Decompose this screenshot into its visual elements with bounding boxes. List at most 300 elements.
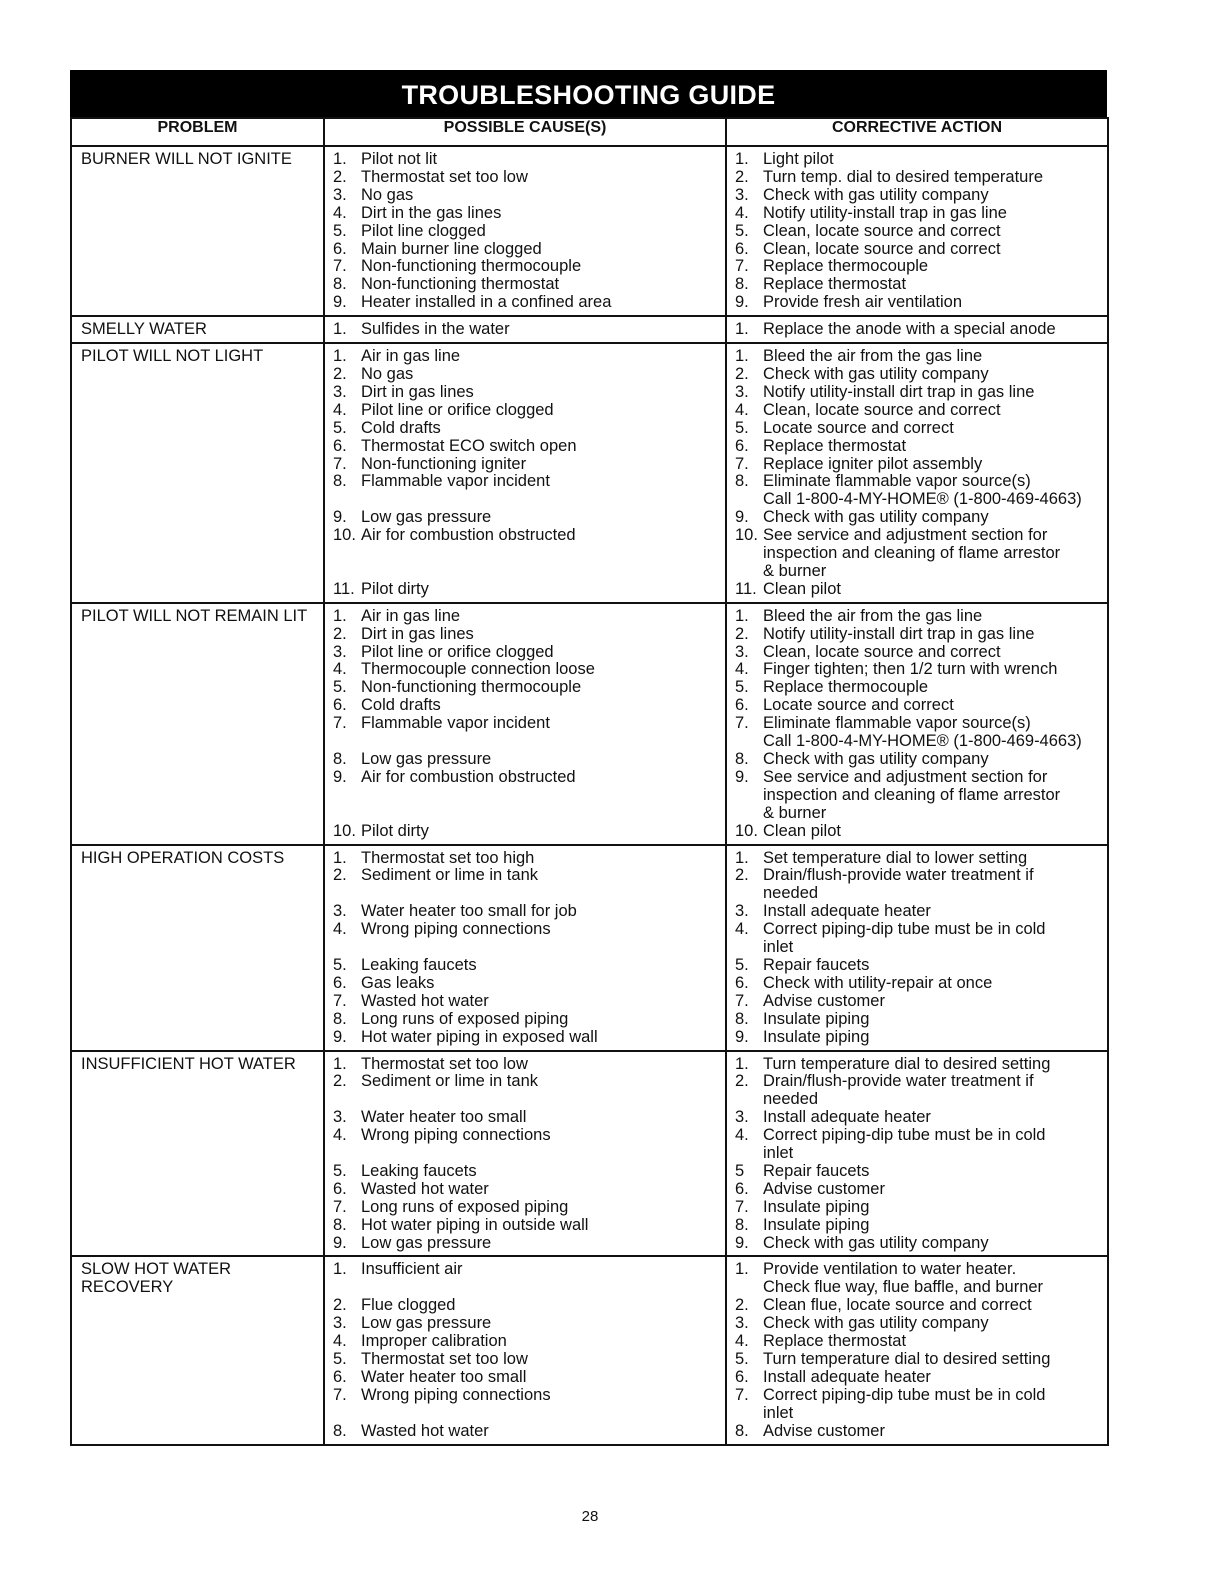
item-text: Thermostat set too high	[361, 848, 535, 867]
item-number: 6.	[333, 696, 347, 715]
item-text: Notify utility-install dirt trap in gas line	[763, 624, 1035, 643]
item-number: 2.	[333, 866, 347, 885]
item-text: Clean, locate source and correct	[763, 400, 1001, 419]
item-number: 6.	[333, 973, 347, 992]
item-text: Check with gas utility company	[763, 1314, 989, 1333]
action-item	[727, 473, 1107, 491]
item-text: Correct piping-dip tube must be in cold	[763, 1126, 1046, 1145]
item-number: 5.	[333, 1349, 347, 1368]
item-text	[361, 939, 725, 957]
troubleshooting-table	[70, 117, 1109, 1446]
action-item	[727, 169, 1107, 187]
cause-item	[325, 1011, 725, 1029]
item-number: 7.	[735, 714, 749, 733]
item-text	[361, 787, 725, 805]
item-text: Turn temperature dial to desired setting	[763, 1054, 1051, 1073]
item-number: 4.	[735, 920, 749, 939]
item-number: 3.	[735, 642, 749, 661]
action-item	[727, 276, 1107, 294]
item-number	[325, 885, 361, 903]
action-item	[727, 1423, 1107, 1441]
item-text: inlet	[763, 1144, 794, 1163]
item-text: Hot water piping in outside wall	[361, 1215, 589, 1234]
cause-item	[325, 1127, 725, 1145]
item-number	[325, 733, 361, 751]
item-text: Non-functioning thermocouple	[361, 257, 582, 276]
action-item	[727, 1181, 1107, 1199]
item-text: Install adequate heater	[763, 1367, 931, 1386]
item-text: Turn temp. dial to desired temperature	[763, 167, 1044, 186]
item-number: 4.	[735, 1126, 749, 1145]
action-item	[727, 1091, 1107, 1109]
item-number: 3.	[333, 642, 347, 661]
item-text: Wasted hot water	[361, 1421, 489, 1440]
action-item	[727, 957, 1107, 975]
cause-item	[325, 456, 725, 474]
item-number: 5.	[333, 221, 347, 240]
item-number: 8.	[333, 1009, 347, 1028]
cause-item	[325, 1351, 725, 1369]
action-item	[727, 975, 1107, 993]
item-text: Low gas pressure	[361, 508, 492, 527]
problem-cell: BURNER WILL NOT IGNITE	[71, 146, 324, 316]
item-number: 6.	[333, 239, 347, 258]
item-number: 3.	[735, 902, 749, 921]
item-number	[727, 1091, 763, 1109]
cause-item	[325, 769, 725, 787]
item-number: 7.	[735, 1385, 749, 1404]
item-number: 3.	[333, 185, 347, 204]
causes-cell	[324, 146, 726, 316]
table-row	[71, 603, 1108, 845]
item-text: See service and adjustment section for	[763, 526, 1048, 545]
item-text: No gas	[361, 364, 414, 383]
item-number: 1.	[333, 347, 347, 366]
item-text: needed	[763, 884, 819, 903]
action-item	[727, 420, 1107, 438]
action-item	[727, 1405, 1107, 1423]
cause-item	[325, 751, 725, 769]
item-number: 5.	[735, 678, 749, 697]
item-text: Pilot not lit	[361, 150, 438, 168]
action-item	[727, 1073, 1107, 1091]
item-text: Check with gas utility company	[763, 508, 989, 527]
item-text: Call 1-800-4-MY-HOME® (1-800-469-4663)	[763, 732, 1082, 751]
item-text: Clean, locate source and correct	[763, 221, 1001, 240]
cause-item	[325, 223, 725, 241]
item-text: Clean flue, locate source and correct	[763, 1296, 1032, 1315]
item-text: Check with gas utility company	[763, 185, 989, 204]
item-number	[727, 787, 763, 805]
item-number: 8.	[735, 750, 749, 768]
table-row	[71, 316, 1108, 343]
cause-item	[325, 679, 725, 697]
item-number: 1.	[735, 606, 749, 625]
cause-item	[325, 1423, 725, 1441]
item-text: Drain/flush-provide water treatment if	[763, 1072, 1034, 1091]
item-text: inspection and cleaning of flame arrestor	[763, 785, 1061, 804]
item-number: 9.	[735, 767, 749, 786]
cause-item	[325, 975, 725, 993]
item-number: 2.	[333, 167, 347, 186]
action-item	[727, 805, 1107, 823]
item-number: 6.	[735, 436, 749, 455]
action-item	[727, 151, 1107, 169]
item-number	[727, 939, 763, 957]
action-item	[727, 885, 1107, 903]
item-text: Replace igniter pilot assembly	[763, 454, 983, 473]
item-text: Repair faucets	[763, 1161, 870, 1180]
item-text: Wrong piping connections	[361, 920, 551, 939]
item-number: 1.	[735, 347, 749, 366]
item-text: Provide fresh air ventilation	[763, 293, 963, 312]
item-text: Wasted hot water	[361, 1179, 489, 1198]
item-number: 7.	[735, 991, 749, 1010]
item-number: 8.	[333, 472, 347, 491]
action-item	[727, 241, 1107, 259]
item-number: 1.	[333, 320, 347, 339]
item-number: 9.	[333, 293, 347, 312]
cause-item	[325, 169, 725, 187]
cause-item	[325, 957, 725, 975]
item-number: 4.	[333, 660, 347, 679]
item-number: 5.	[735, 221, 749, 240]
item-text: Air in gas line	[361, 606, 461, 625]
item-number: 9.	[735, 1027, 749, 1046]
item-text: & burner	[763, 561, 827, 580]
item-number: 4.	[735, 203, 749, 222]
problem-cell: PILOT WILL NOT LIGHT	[71, 343, 324, 603]
item-text: Replace thermocouple	[763, 678, 929, 697]
item-number: 2.	[735, 1296, 749, 1315]
cause-item	[325, 563, 725, 581]
item-text: Call 1-800-4-MY-HOME® (1-800-469-4663)	[763, 490, 1082, 509]
item-text: needed	[763, 1090, 819, 1109]
item-text: Pilot dirty	[361, 579, 429, 598]
item-number: 8.	[735, 1009, 749, 1028]
action-item	[727, 294, 1107, 312]
item-text: Wasted hot water	[361, 991, 489, 1010]
cause-item	[325, 581, 725, 599]
table-row	[71, 1256, 1108, 1444]
item-text: Main burner line clogged	[361, 239, 542, 258]
cause-item	[325, 1279, 725, 1297]
cause-item	[325, 527, 725, 545]
item-text: Wrong piping connections	[361, 1385, 551, 1404]
action-item	[727, 509, 1107, 527]
item-text: Improper calibration	[361, 1332, 507, 1351]
problem-cell: SLOW HOT WATER RECOVERY	[71, 1256, 324, 1444]
item-number: 4.	[735, 1332, 749, 1351]
item-number: 1.	[333, 1260, 347, 1279]
action-item	[727, 1235, 1107, 1253]
item-number: 7.	[735, 1197, 749, 1216]
cause-item	[325, 823, 725, 841]
cause-item	[325, 1199, 725, 1217]
table-row	[71, 1051, 1108, 1257]
action-item	[727, 1297, 1107, 1315]
item-text: Replace thermostat	[763, 1332, 907, 1351]
cause-item	[325, 1217, 725, 1235]
cause-item	[325, 1073, 725, 1091]
item-number: 4.	[735, 660, 749, 679]
item-number: 3.	[735, 382, 749, 401]
item-number: 7.	[333, 991, 347, 1010]
action-item	[727, 1163, 1107, 1181]
item-number	[727, 1145, 763, 1163]
action-item	[727, 491, 1107, 509]
header-actions: CORRECTIVE ACTION	[726, 118, 1108, 146]
item-text: Thermostat set too low	[361, 1054, 528, 1073]
item-number	[325, 939, 361, 957]
item-number: 5.	[735, 1350, 749, 1368]
item-number: 9.	[735, 1233, 749, 1252]
action-item	[727, 205, 1107, 223]
table-row	[71, 845, 1108, 1051]
item-text: Replace thermostat	[763, 436, 907, 455]
action-item	[727, 258, 1107, 276]
action-item	[727, 769, 1107, 787]
item-number: 2.	[735, 364, 749, 383]
item-text: Insulate piping	[763, 1197, 870, 1216]
item-text: Dirt in the gas lines	[361, 203, 502, 222]
item-text: Pilot dirty	[361, 821, 429, 840]
cause-item	[325, 805, 725, 823]
cause-item	[325, 491, 725, 509]
guide-title: TROUBLESHOOTING GUIDE	[70, 70, 1107, 117]
item-text: Notify utility-install trap in gas line	[763, 203, 1007, 222]
item-number: 9.	[735, 508, 749, 527]
cause-item	[325, 1315, 725, 1333]
item-text: Pilot line clogged	[361, 221, 486, 240]
item-number: 8.	[333, 1421, 347, 1440]
item-number: 4.	[735, 400, 749, 419]
problem-cell: PILOT WILL NOT REMAIN LIT	[71, 603, 324, 845]
item-text: Check flue way, flue baffle, and burner	[763, 1278, 1044, 1297]
item-number: 6.	[735, 973, 749, 992]
item-number: 2.	[735, 866, 749, 885]
item-number: 7.	[735, 454, 749, 473]
item-number	[727, 805, 763, 823]
item-text: Install adequate heater	[763, 1108, 931, 1127]
item-text: Non-functioning thermocouple	[361, 678, 582, 697]
item-number	[727, 491, 763, 509]
action-item	[727, 608, 1107, 626]
action-item	[727, 1369, 1107, 1387]
item-number	[325, 805, 361, 823]
item-text: Eliminate flammable vapor source(s)	[763, 472, 1031, 491]
item-text: Water heater too small for job	[361, 902, 577, 921]
item-text: Light pilot	[763, 150, 834, 168]
cause-item	[325, 661, 725, 679]
item-number: 1.	[333, 848, 347, 867]
cause-item	[325, 438, 725, 456]
action-item	[727, 1145, 1107, 1163]
item-number: 8.	[735, 1215, 749, 1234]
item-number: 3.	[333, 382, 347, 401]
action-item	[727, 697, 1107, 715]
cause-item	[325, 1163, 725, 1181]
item-text: Sediment or lime in tank	[361, 866, 538, 885]
actions-cell	[726, 603, 1108, 845]
cause-item	[325, 715, 725, 733]
item-number: 3.	[735, 1108, 749, 1127]
cause-item	[325, 787, 725, 805]
item-number: 3.	[333, 902, 347, 921]
causes-cell	[324, 316, 726, 343]
action-item	[727, 1056, 1107, 1074]
action-item	[727, 823, 1107, 841]
item-text: Air in gas line	[361, 347, 461, 366]
cause-item	[325, 509, 725, 527]
causes-cell	[324, 1051, 726, 1257]
item-number: 6.	[735, 239, 749, 258]
cause-item	[325, 1261, 725, 1279]
action-item	[727, 527, 1107, 545]
item-text: Check with gas utility company	[763, 1233, 989, 1252]
item-text: Replace thermostat	[763, 275, 907, 294]
item-number	[727, 563, 763, 581]
item-text: Leaking faucets	[361, 1161, 477, 1180]
item-text	[361, 545, 725, 563]
item-text: Clean, locate source and correct	[763, 642, 1001, 661]
item-number: 5.	[333, 1161, 347, 1180]
cause-item	[325, 276, 725, 294]
item-number: 2.	[333, 624, 347, 643]
cause-item	[325, 1369, 725, 1387]
item-text: Thermocouple connection loose	[361, 660, 595, 679]
problem-cell: INSUFFICIENT HOT WATER	[71, 1051, 324, 1257]
cause-item	[325, 258, 725, 276]
item-number: 5.	[333, 418, 347, 437]
problem-cell: HIGH OPERATION COSTS	[71, 845, 324, 1051]
actions-cell	[726, 316, 1108, 343]
item-number: 9.	[333, 1233, 347, 1252]
action-item	[727, 1387, 1107, 1405]
item-number: 3.	[333, 1108, 347, 1127]
item-number: 10.	[333, 821, 356, 840]
action-item	[727, 626, 1107, 644]
cause-item	[325, 1405, 725, 1423]
item-text	[361, 1091, 725, 1109]
item-text: inlet	[763, 938, 794, 957]
item-text: Eliminate flammable vapor source(s)	[763, 714, 1031, 733]
item-text: Advise customer	[763, 1421, 885, 1440]
item-text: Bleed the air from the gas line	[763, 606, 983, 625]
item-text: Check with gas utility company	[763, 364, 989, 383]
item-number	[727, 1279, 763, 1297]
item-text: Leaking faucets	[361, 955, 477, 974]
action-item	[727, 366, 1107, 384]
item-number: 1.	[333, 606, 347, 625]
item-text: Air for combustion obstructed	[361, 526, 576, 545]
item-number: 5.	[735, 955, 749, 974]
item-text: Clean, locate source and correct	[763, 239, 1001, 258]
item-number: 7.	[333, 257, 347, 276]
item-text: Gas leaks	[361, 973, 435, 992]
cause-item	[325, 921, 725, 939]
table-row	[71, 343, 1108, 603]
item-number: 2.	[333, 364, 347, 383]
action-item	[727, 1011, 1107, 1029]
item-text: Pilot line or orifice clogged	[361, 400, 554, 419]
action-item	[727, 456, 1107, 474]
item-number: 1.	[735, 150, 749, 168]
item-text: Wrong piping connections	[361, 1126, 551, 1145]
cause-item	[325, 939, 725, 957]
cause-item	[325, 850, 725, 868]
action-item	[727, 1127, 1107, 1145]
item-text	[361, 491, 725, 509]
item-text: Sediment or lime in tank	[361, 1072, 538, 1091]
item-number: 7.	[735, 257, 749, 276]
item-text: Check with utility-repair at once	[763, 973, 993, 992]
cause-item	[325, 1029, 725, 1047]
cause-item	[325, 420, 725, 438]
cause-item	[325, 733, 725, 751]
item-number: 1.	[735, 320, 749, 339]
item-text: Thermostat set too low	[361, 1349, 528, 1368]
item-number: 7.	[333, 714, 347, 733]
item-text: Clean pilot	[763, 821, 841, 840]
item-number: 9.	[735, 293, 749, 312]
item-number: 5.	[333, 955, 347, 974]
item-text	[361, 1405, 725, 1423]
cause-item	[325, 294, 725, 312]
item-text: Insulate piping	[763, 1215, 870, 1234]
item-text: Cold drafts	[361, 696, 441, 715]
item-text: Set temperature dial to lower setting	[763, 848, 1028, 867]
item-number: 2.	[735, 624, 749, 643]
item-number: 8.	[333, 749, 347, 768]
item-text: Replace thermocouple	[763, 257, 929, 276]
item-text: Correct piping-dip tube must be in cold	[763, 920, 1046, 939]
cause-item	[325, 1235, 725, 1253]
item-text: Sulfides in the water	[361, 320, 510, 339]
actions-cell	[726, 1051, 1108, 1257]
item-text: Bleed the air from the gas line	[763, 347, 983, 366]
cause-item	[325, 402, 725, 420]
cause-item	[325, 1091, 725, 1109]
item-number: 10.	[735, 526, 758, 545]
item-text: Long runs of exposed piping	[361, 1009, 569, 1028]
item-number: 5.	[333, 678, 347, 697]
item-number: 8.	[333, 1215, 347, 1234]
item-number: 6.	[735, 696, 749, 715]
item-text	[361, 885, 725, 903]
item-number: 6.	[735, 1179, 749, 1198]
item-number	[325, 1405, 361, 1423]
item-text: Flue clogged	[361, 1296, 456, 1315]
item-text: Flammable vapor incident	[361, 714, 550, 733]
action-item	[727, 661, 1107, 679]
item-text: Clean pilot	[763, 579, 841, 598]
item-number: 1.	[735, 1260, 749, 1279]
item-number: 1.	[333, 150, 347, 168]
action-item	[727, 1333, 1107, 1351]
item-number: 7.	[333, 454, 347, 473]
action-item	[727, 850, 1107, 868]
cause-item	[325, 241, 725, 259]
cause-item	[325, 993, 725, 1011]
item-number: 10.	[333, 526, 356, 545]
item-number: 6.	[333, 1179, 347, 1198]
item-text: Notify utility-install dirt trap in gas line	[763, 382, 1035, 401]
item-text: Low gas pressure	[361, 1314, 492, 1333]
item-number: 7.	[333, 1197, 347, 1216]
item-text: Non-functioning thermostat	[361, 275, 560, 294]
action-item	[727, 1109, 1107, 1127]
